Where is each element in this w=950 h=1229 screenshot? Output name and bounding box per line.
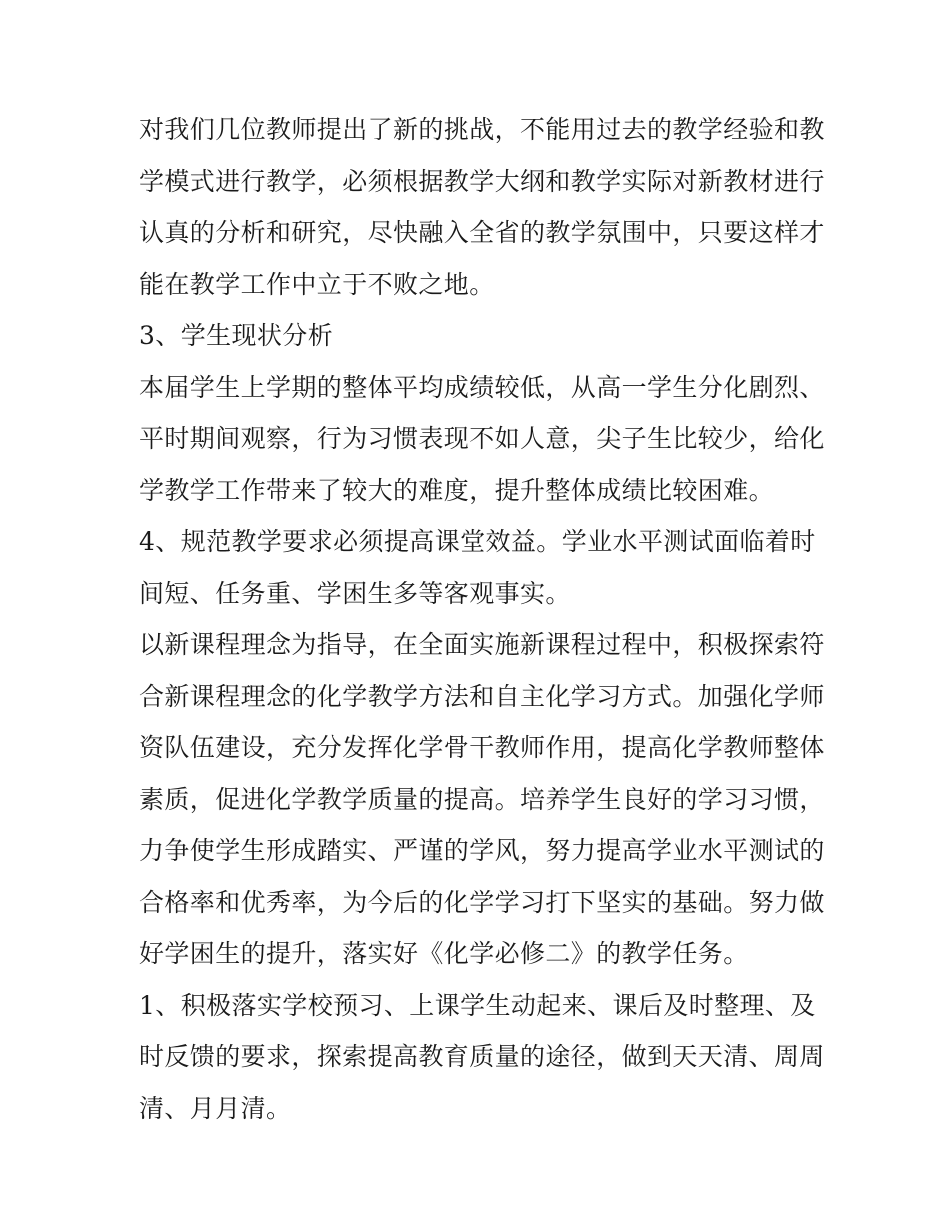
- text-line: 间短、任务重、学困生多等客观事实。: [139, 578, 571, 608]
- text-line: 学教学工作带来了较大的难度，提升整体成绩比较困难。: [139, 475, 775, 505]
- text-line: 本届学生上学期的整体平均成绩较低，从高一学生分化剧烈、: [139, 372, 825, 402]
- section-heading: 3、学生现状分析: [139, 321, 334, 350]
- text-line: 合格率和优秀率，为今后的化学学习打下坚实的基础。努力做: [139, 887, 825, 917]
- text-line: 合新课程理念的化学教学方法和自主化学习方式。加强化学师: [139, 681, 825, 711]
- text-line: 时反馈的要求，探索提高教育质量的途径，做到天天清、周周: [139, 1042, 825, 1071]
- text-line: 能在教学工作中立于不败之地。: [139, 269, 495, 299]
- text-line: 学模式进行教学，必须根据教学大纲和教学实际对新教材进行: [139, 166, 825, 196]
- text-line: 力争使学生形成踏实、严谨的学风，努力提高学业水平测试的: [139, 836, 825, 865]
- text-line: 对我们几位教师提出了新的挑战，不能用过去的教学经验和教: [139, 115, 825, 144]
- text-line: 资队伍建设，充分发挥化学骨干教师作用，提高化学教师整体: [139, 733, 825, 762]
- text-line: 平时期间观察，行为习惯表现不如人意，尖子生比较少，给化: [139, 424, 825, 453]
- document-body: [139, 104, 825, 1134]
- text-line: 1、积极落实学校预习、上课学生动起来、课后及时整理、及: [139, 990, 816, 1020]
- text-line: 以新课程理念为指导，在全面实施新课程过程中，积极探索符: [139, 630, 825, 659]
- text-line: 素质，促进化学教学质量的提高。培养学生良好的学习习惯，: [139, 784, 825, 814]
- text-line: 4、规范教学要求必须提高课堂效益。学业水平测试面临着时: [139, 527, 816, 556]
- text-line: 清、月月清。: [139, 1093, 292, 1123]
- text-line: 好学困生的提升，落实好《化学必修二》的教学任务。: [139, 939, 749, 968]
- text-line: 认真的分析和研究，尽快融入全省的教学氛围中，只要这样才: [139, 218, 825, 247]
